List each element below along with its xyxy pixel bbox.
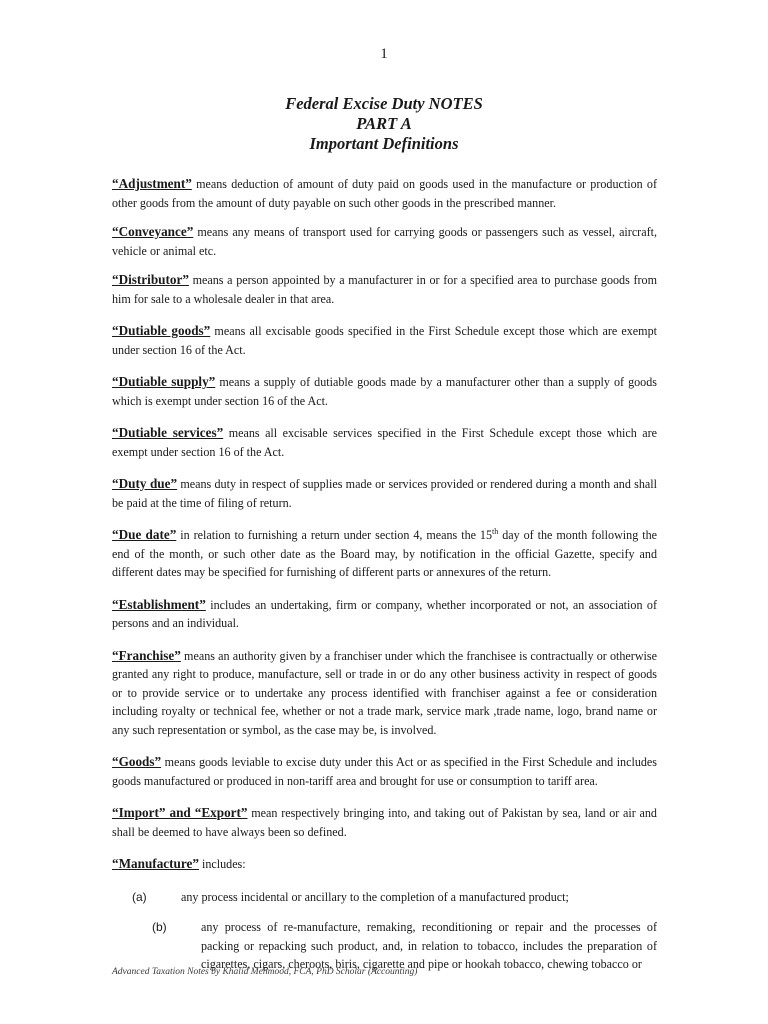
page-number: 1 [380, 46, 388, 62]
definition-establishment [112, 596, 657, 633]
definition-text: means duty in respect of supplies made or services provided or rendered during a month and shall be paid at the time of filing of return. [112, 477, 657, 510]
definition-term: “Import” and “Export” [112, 805, 248, 820]
definition-term: “Manufacture” [112, 856, 199, 871]
clause-label: (a) [132, 889, 147, 904]
definition-manufacture [112, 855, 657, 874]
ordinal-suffix: th [492, 526, 499, 536]
definition-term: “Dutiable goods” [112, 323, 211, 338]
definition-franchise [112, 647, 657, 740]
definition-text: means a supply of dutiable goods made by a manufacturer other than a supply of goods which is exempt under section 16 of the Act. [112, 375, 657, 408]
definition-dutiable-services [112, 424, 657, 461]
clause-text: any process incidental or ancillary to the completion of a manufactured product; [181, 889, 569, 904]
definition-adjustment [112, 175, 657, 212]
definition-text: mean respectively bringing into, and taking out of Pakistan by sea, land or air and shall be deemed to have always been so defined. [112, 806, 657, 839]
clause-label: (b) [152, 920, 167, 934]
definition-text: means any means of transport used for carrying goods or passengers such as vessel, aircraft, vehicle or animal etc. [112, 225, 657, 258]
definition-text: includes: [198, 857, 246, 871]
definition-text: in relation to furnishing a return under section 4, means the 15 [176, 528, 493, 542]
clause-b [152, 918, 657, 974]
definition-text: means deduction of amount of duty paid on goods used in the manufacture or production of other goods from the amount of duty payable on such other goods in the prescribed manner. [112, 177, 657, 210]
definition-distributor [112, 271, 657, 308]
document-title [0, 94, 768, 154]
clause-text: any process of re-manufacture, remaking, reconditioning or repair and the processes of packing or repacking such product, and, in relation to tobacco, includes the preparation of cigarettes, cigars, cheroots, biris, cigarette and pipe or hookah tobacco, chewing tobacco or [201, 920, 657, 971]
title-line-2: PART A [356, 114, 412, 133]
definition-dutiable-goods [112, 322, 657, 359]
definition-text: includes an undertaking, firm or company, whether incorporated or not, an association of persons and an individual. [112, 597, 657, 630]
definition-term: “Goods” [112, 754, 162, 769]
definition-text-continued: day of the month following the end of the month, or such other date as the Board may, by notification in the official Gazette, specify and different dates may be specified for furnishing of different parts or annexures of the return. [112, 528, 657, 579]
definition-term: “Distributor” [112, 272, 189, 287]
definition-term: “Dutiable supply” [112, 374, 216, 389]
clause-a [132, 888, 657, 907]
definition-duty-due [112, 475, 657, 512]
definitions-body [112, 175, 657, 986]
definition-term: “Due date” [112, 527, 177, 542]
definition-goods [112, 753, 657, 790]
definition-term: “Establishment” [112, 596, 206, 612]
definition-text: means an authority given by a franchiser under which the franchisee is contractually or otherwise granted any right to produce, manufacture, sell or trade in or do any other business activity in respect of goods or to provide service or to undertake any process identified with franchiser against a fee or consideration including royalty or technical fee, whether or not a trade mark, service mark ,trade name, logo, brand name or any such representation or symbol, as the case may be, is involved. [112, 648, 657, 737]
definition-dutiable-supply [112, 373, 657, 410]
definition-due-date [112, 526, 657, 582]
definition-text: means a person appointed by a manufacturer in or for a specified area to purchase goods from him for sale to a wholesale dealer in that area. [112, 273, 657, 306]
definition-term: “Adjustment” [112, 176, 192, 191]
definition-term: “Dutiable services” [112, 425, 224, 440]
title-line-3: Important Definitions [309, 134, 459, 153]
definition-text: means all excisable goods specified in the First Schedule except those which are exempt under section 16 of the Act. [112, 324, 657, 357]
definition-term: “Duty due” [112, 476, 178, 491]
title-line-1: Federal Excise Duty NOTES [285, 94, 483, 113]
definition-term: “Franchise” [112, 647, 181, 663]
definition-import-export [112, 804, 657, 841]
definition-text: means goods leviable to excise duty under this Act or as specified in the First Schedule and includes goods manufactured or produced in non-tariff area and brought for use or consumption to tariff area. [112, 755, 657, 788]
definition-text: means all excisable services specified in the First Schedule except those which are exempt under section 16 of the Act. [112, 426, 657, 459]
definition-conveyance [112, 223, 657, 260]
page-footer: Advanced Taxation Notes by Khalid Mehmood, FCA, PhD Scholar (Accounting) [112, 967, 418, 977]
definition-term: “Conveyance” [112, 224, 194, 239]
